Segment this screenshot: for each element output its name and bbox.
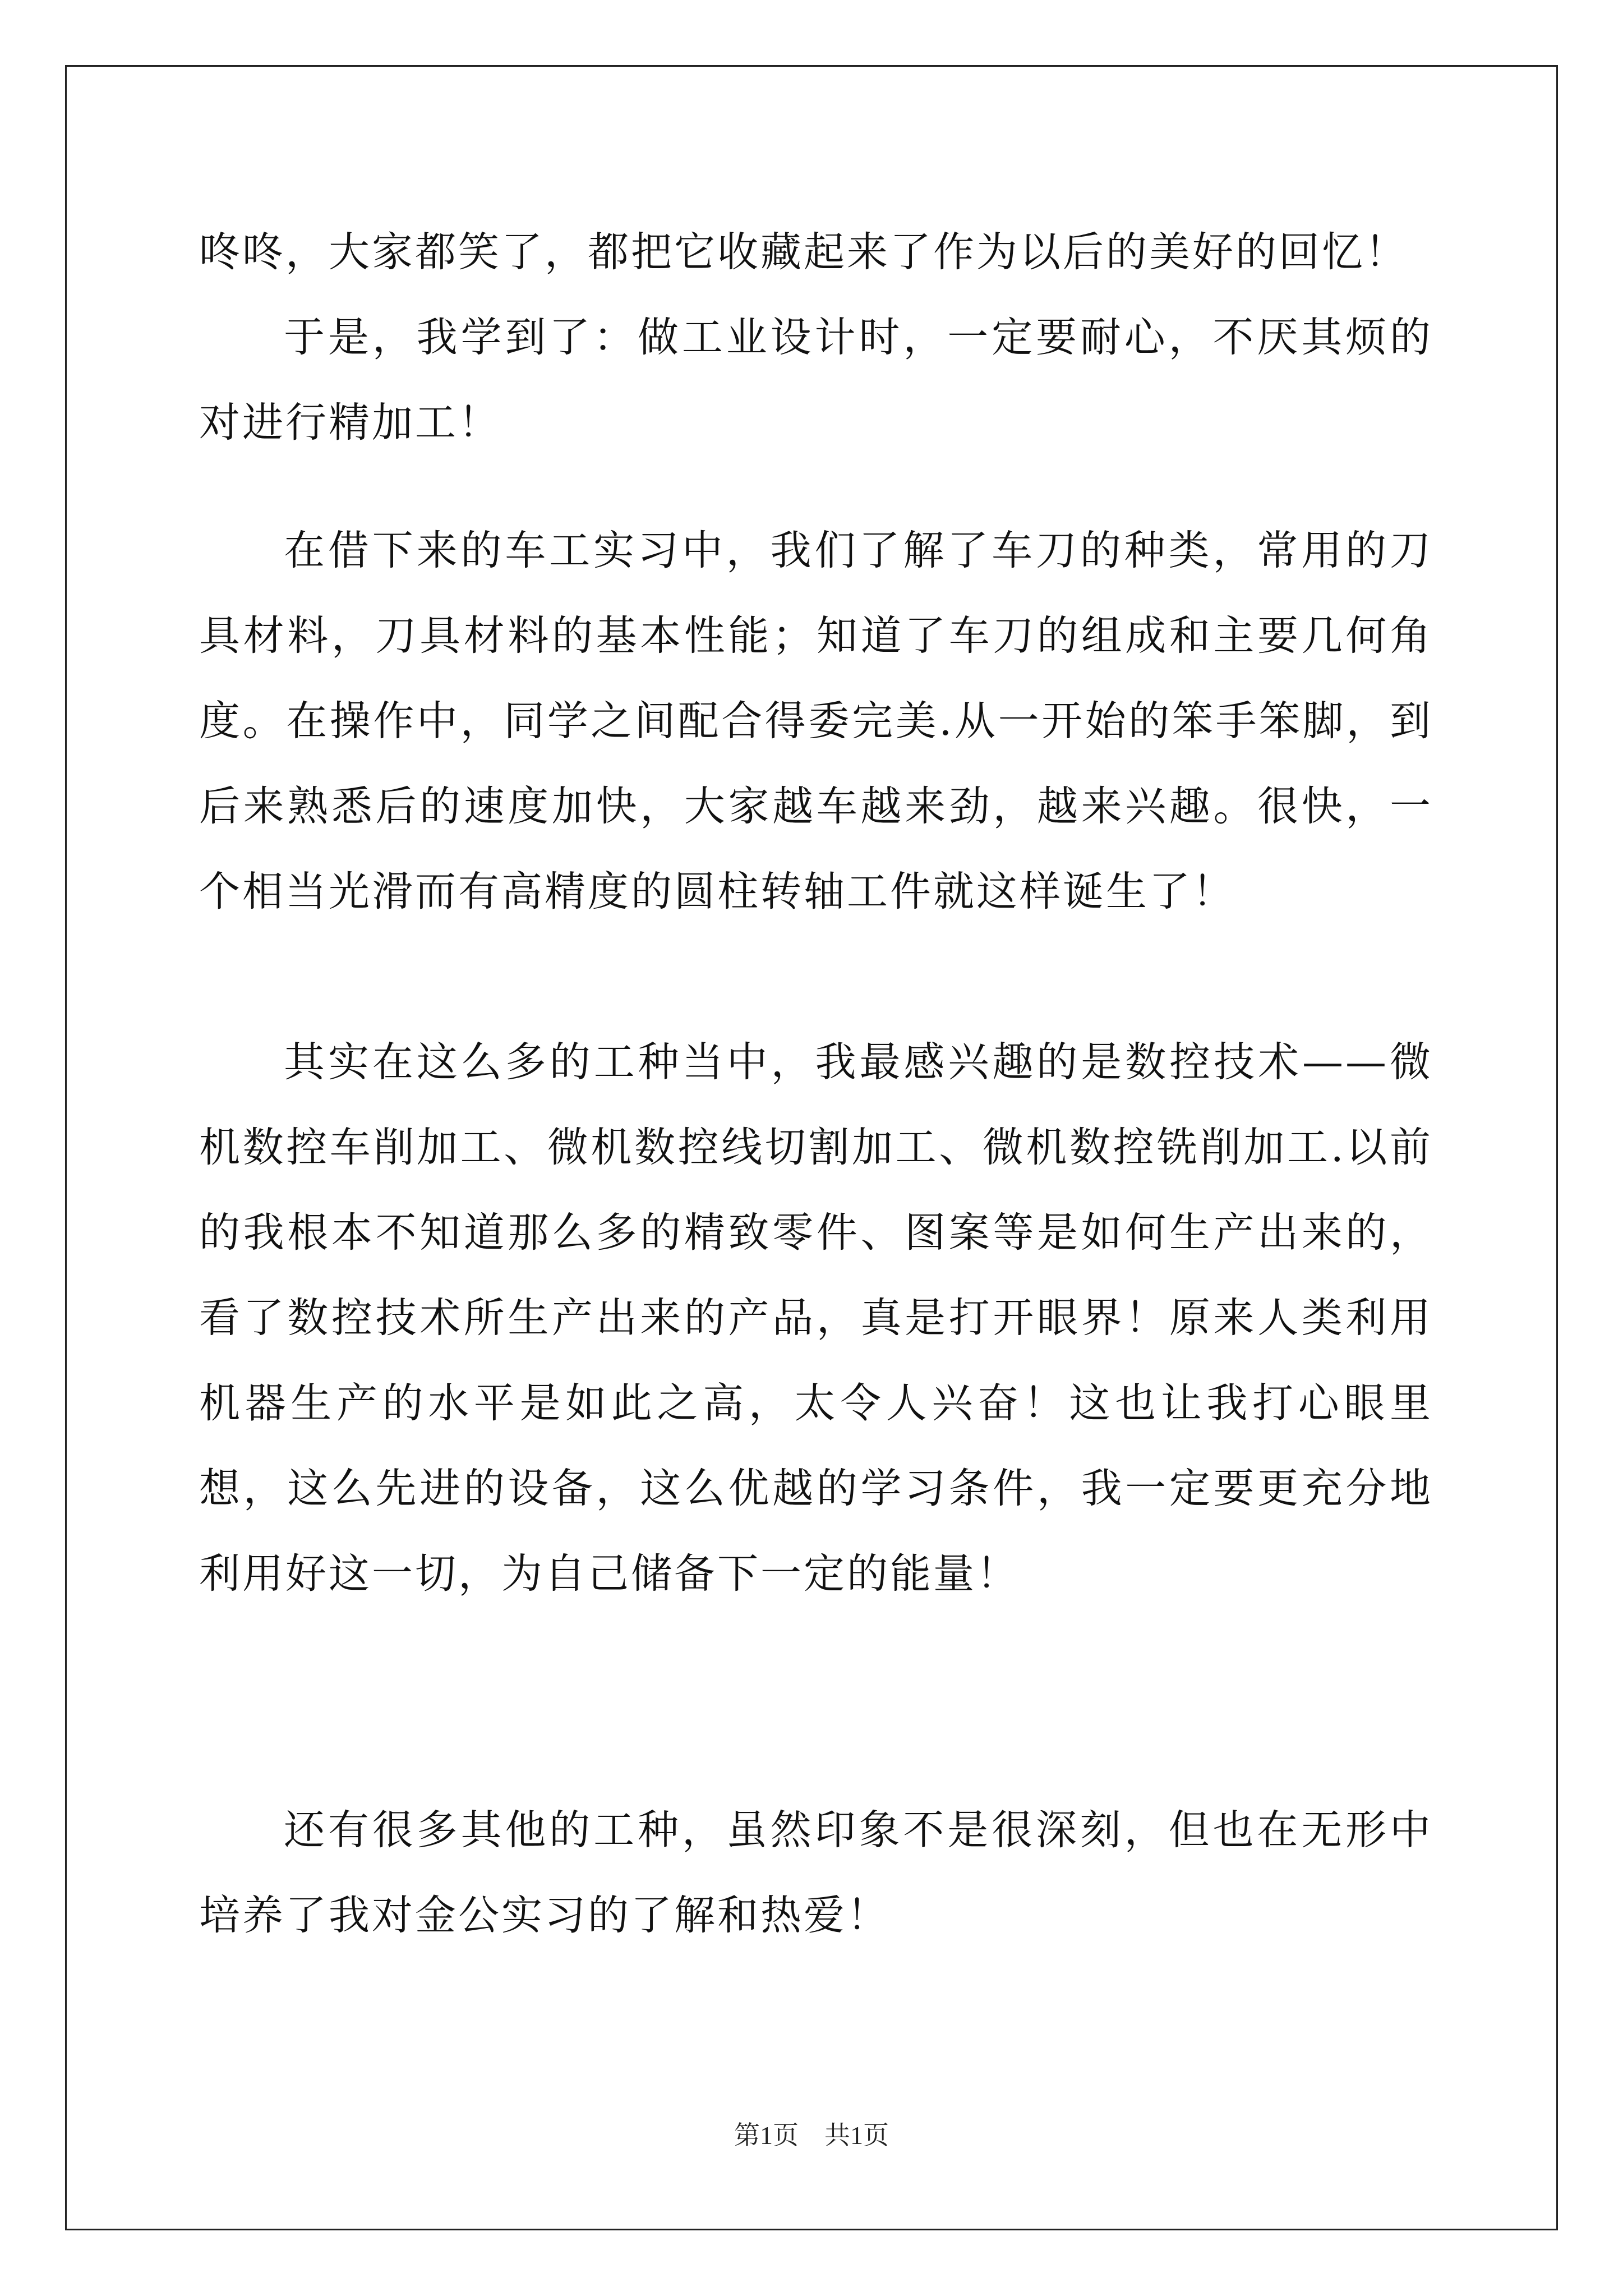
paragraph-5: 还有很多其他的工种，虽然印象不是很深刻，但也在无形中培养了我对金公实习的了解和热爱！: [199, 1806, 1433, 1939]
page-number-footer: 第1页 共1页: [734, 2121, 889, 2150]
paragraph-3: 在借下来的车工实习中，我们了解了车刀的种类，常用的刀具材料，刀具材料的基本性能；知道了车刀的组成和主要几何角度。在操作中，同学之间配合得委完美.从一开始的笨手笨脚，到后来熟悉后的速度加快，大家越车越来劲，越来兴趣。很快，一个相当光滑而有高精度的圆柱转轴工件就这样诞生了！: [199, 527, 1433, 915]
paragraph-1: 咚咚，大家都笑了，都把它收藏起来了作为以后的美好的回忆！: [199, 228, 1408, 276]
paragraph-2: 于是，我学到了：做工业设计时，一定要耐心，不厌其烦的对进行精加工！: [199, 314, 1433, 447]
paragraph-4: 其实在这么多的工种当中，我最感兴趣的是数控技术——微机数控车削加工、微机数控线切割加工、微机数控铣削加工.以前的我根本不知道那么多的精致零件、图案等是如何生产出来的，看了数控技术所生产出来的产品，真是打开眼界！原来人类利用机器生产的水平是如此之高，太令人兴奋！这也让我打心眼里想，这么先进的设备，这么优越的学习条件，我一定要更充分地利用好这一切，为自己储备下一定的能量！: [199, 1038, 1433, 1598]
